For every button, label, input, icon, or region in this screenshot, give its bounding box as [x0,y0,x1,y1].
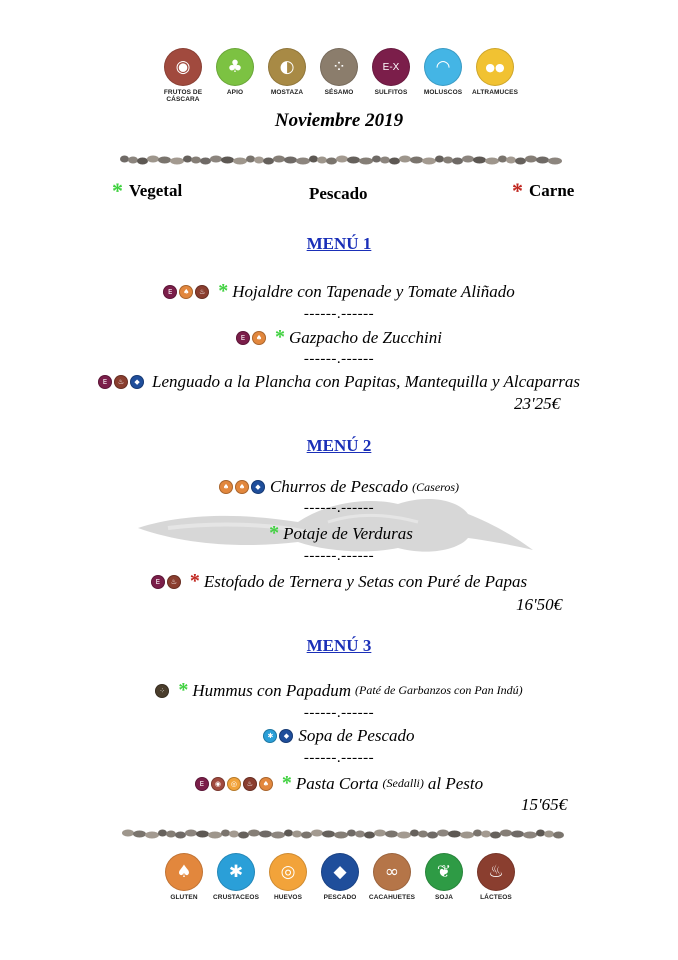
crab-icon: ✱ [263,729,277,743]
pebble [553,832,564,839]
pebble [523,832,537,839]
pebble [166,831,176,838]
pebble [200,158,211,165]
fish-icon: ◆ [251,480,265,494]
pebble [452,158,463,165]
menu-3-dish-3 [0,772,678,795]
dish-name-suffix: al Pesto [427,773,484,793]
carne-asterisk: * [189,570,200,592]
pebble [233,158,247,165]
pebble [355,831,365,838]
allergen-label: PESCADO [323,894,357,901]
eggs-icon: ◎ [227,777,241,791]
pebble [309,156,318,163]
dish-name: Potaje de Verduras [283,523,413,543]
allergen-sulfitos [365,48,417,103]
pebble [385,831,398,838]
allergen-label: SÉSAMO [324,89,354,96]
pebble [221,157,234,164]
dish-name: Lenguado a la Plancha con Papitas, Mantequilla y Alcaparras [152,372,580,391]
dish-note: (Caseros) [412,479,460,494]
allergen-label: SOJA [434,894,454,901]
pebble [473,830,482,837]
milk-jug-icon: ♨ [243,777,257,791]
pebble [544,831,554,838]
category-carne [512,178,574,204]
wheat-icon: ♠ [219,480,233,494]
pebble [259,831,272,838]
allergen-mostaza [261,48,313,103]
pebble [359,158,373,165]
pebble [511,831,524,838]
category-pescado: Pescado [309,184,368,203]
pebble [263,158,274,165]
pebble [490,832,501,839]
pebble [322,831,335,838]
pebble [410,157,423,164]
pebble [460,832,474,839]
pebble [191,157,201,164]
allergen-label: LÁCTEOS [480,894,512,901]
allergen-lacteos [470,853,522,901]
allergen-label: CRUSTACEOS [212,894,260,901]
pebble [273,156,285,163]
allergen-cacahuetes [366,853,418,901]
dish-name: Pasta Corta [295,773,379,793]
vegetal-asterisk: * [275,326,285,348]
dish-separator: ------.------ [303,705,375,721]
pebble [410,830,419,837]
allergen-huevos [262,853,314,901]
pebble [536,157,549,164]
pebble [389,158,400,165]
dish-separator: ------.------ [303,750,375,766]
allergen-crustaceos [210,853,262,901]
allergen-label: FRUTOS DE CÁSCARA [163,89,203,103]
sulphites-icon: E [195,777,209,791]
pebble [536,830,545,837]
vegetal-label: Vegetal [129,181,183,200]
pebble [422,158,436,165]
wheat-icon: ♠ [165,853,203,891]
pebble [301,832,312,839]
allergen-soja [418,853,470,901]
allergen-pescado [314,853,366,901]
milk-jug-icon: ♨ [167,575,181,589]
dish-name: Gazpacho de Zucchini [289,327,442,347]
dish-allergen-icons [263,729,295,743]
shell-icon: ◠ [424,48,462,86]
wheat-icon: ♠ [259,777,273,791]
menu-1-dish-1 [0,280,678,303]
pebble [311,830,323,837]
pebble [347,830,356,837]
pebble [443,157,453,164]
pebble [397,832,411,839]
walnut-icon: ◉ [164,48,202,86]
bottom-allergen-legend [158,853,522,901]
menu-1-heading[interactable]: MENÚ 1 [306,234,372,253]
sulphites-icon: E [163,285,177,299]
top-allergen-legend [157,48,521,103]
allergen-gluten [158,853,210,901]
allergen-label: MOSTAZA [270,89,304,96]
allergen-moluscos [417,48,469,103]
pebble [246,156,255,163]
allergen-label: SULFITOS [374,89,408,96]
pebble [133,831,146,838]
pebble [399,156,411,163]
pebble [271,832,285,839]
pebble [498,156,507,163]
vegetal-asterisk: * [281,772,292,794]
pebble [137,158,148,165]
allergen-apio [209,48,261,103]
dish-allergen-icons [195,777,275,791]
walnut-icon: ◉ [211,777,225,791]
dish-name: Hojaldre con Tapenade y Tomate Aliñado [232,281,515,301]
pebble [317,157,327,164]
celery-icon: ♣ [216,48,254,86]
pebble [462,156,474,163]
pebble [170,158,184,165]
sulphites-icon: E-X [372,48,410,86]
pebble [183,156,192,163]
menu-3-dish-2 [0,726,678,746]
dish-name: Sopa de Pescado [298,726,415,745]
pebble [185,830,197,837]
dish-allergen-icons [163,285,211,299]
allergen-label: CACAHUETES [368,894,416,901]
pebble [238,832,249,839]
pebble [448,831,461,838]
pebble [210,156,222,163]
pebble-divider-top [116,151,562,169]
dish-separator: ------.------ [303,548,375,564]
dish-name: Churros de Pescado [269,477,409,496]
pebble [437,830,449,837]
pebble [336,156,348,163]
fish-icon: ◆ [130,375,144,389]
menu-1-price: 23'25€ [514,394,561,413]
menu-2-dish-2 [0,522,678,545]
vegetal-asterisk: * [178,679,189,701]
crab-icon: ✱ [217,853,255,891]
pebble [196,831,209,838]
dish-note: (Paté de Garbanzos con Pan Indú) [355,683,523,697]
lupin-icon: ●● [476,48,514,86]
allergen-label: GLUTEN [170,894,198,901]
menu-2-dish-3 [0,570,678,593]
pebble [372,156,381,163]
pebble [175,832,186,839]
carne-label: Carne [529,181,575,200]
wheat-icon: ♠ [179,285,193,299]
pebble [515,158,526,165]
pebble [158,157,171,164]
sesame-icon: ⁘ [155,684,169,698]
milk-jug-icon: ♨ [114,375,128,389]
wheat-icon: ♠ [235,480,249,494]
vegetal-asterisk: * [218,280,229,302]
allergen-label: APIO [226,89,244,96]
vegetal-asterisk: * [269,522,280,544]
menu-2-heading[interactable]: MENÚ 2 [306,436,372,455]
menu-1-dish-3 [0,372,678,392]
wheat-icon: ♠ [252,331,266,345]
pebble [427,832,438,839]
pebble [292,831,302,838]
dish-allergen-icons [155,684,171,698]
menu-3-price: 15'65€ [521,795,568,814]
dish-allergen-icons [98,375,146,389]
dish-allergen-icons [236,331,268,345]
pebble [525,156,537,163]
eggs-icon: ◎ [269,853,307,891]
pebble [221,830,230,837]
pebble [500,830,512,837]
pebble [122,830,134,837]
allergen-label: MOLUSCOS [423,89,463,96]
sesame-icon: ⁘ [320,48,358,86]
category-vegetal [112,178,182,204]
pebble [229,831,239,838]
pebble [418,831,428,838]
fish-icon: ◆ [321,853,359,891]
pebble [145,832,159,839]
milk-jug-icon: ♨ [477,853,515,891]
dish-separator: ------.------ [303,351,375,367]
milk-jug-icon: ♨ [195,285,209,299]
fish-icon: ◆ [279,729,293,743]
peanut-icon: ∞ [373,853,411,891]
vegetal-asterisk: * [112,178,123,203]
pebble-divider-bottom [118,825,564,843]
dish-separator: ------.------ [303,306,375,322]
allergen-label: ALTRAMUCES [471,89,518,96]
soy-icon: ❦ [425,853,463,891]
pebble [347,157,360,164]
menu-2-dish-1 [0,477,678,497]
page-title: Noviembre 2019 [274,110,404,131]
pebble [481,831,491,838]
mustard-icon: ◐ [268,48,306,86]
pebble [284,830,293,837]
pebble [248,830,260,837]
sulphites-icon: E [151,575,165,589]
menu-1-dish-2 [0,326,678,349]
pebble [326,158,337,165]
pebble [128,157,138,164]
pebble [334,832,348,839]
carne-asterisk: * [512,178,523,203]
pebble [147,156,159,163]
allergen-frutos-de-cascara [157,48,209,103]
pebble [380,157,390,164]
pebble [364,832,375,839]
allergen-label: HUEVOS [273,894,303,901]
pebble [208,832,222,839]
pebble [284,157,297,164]
dish-allergen-icons [151,575,183,589]
pebble [506,157,516,164]
menu-3-dish-1 [0,679,678,702]
pebble [548,158,562,165]
dish-name: Hummus con Papadum [192,680,351,700]
pebble [158,830,167,837]
menu-2-price: 16'50€ [516,595,563,614]
sulphites-icon: E [98,375,112,389]
dish-separator: ------.------ [303,500,375,516]
pebble [473,157,486,164]
menu-3-heading[interactable]: MENÚ 3 [306,636,372,655]
pebble [485,158,499,165]
allergen-sesamo [313,48,365,103]
dish-note: (Sedalli) [382,776,424,790]
pebble [296,158,310,165]
pebble [120,156,129,163]
dish-allergen-icons [219,480,267,494]
pebble [435,156,444,163]
dish-name: Estofado de Ternera y Setas con Puré de Papas [203,571,528,591]
allergen-altramuces [469,48,521,103]
sulphites-icon: E [236,331,250,345]
pebble [254,157,264,164]
pebble [374,830,386,837]
